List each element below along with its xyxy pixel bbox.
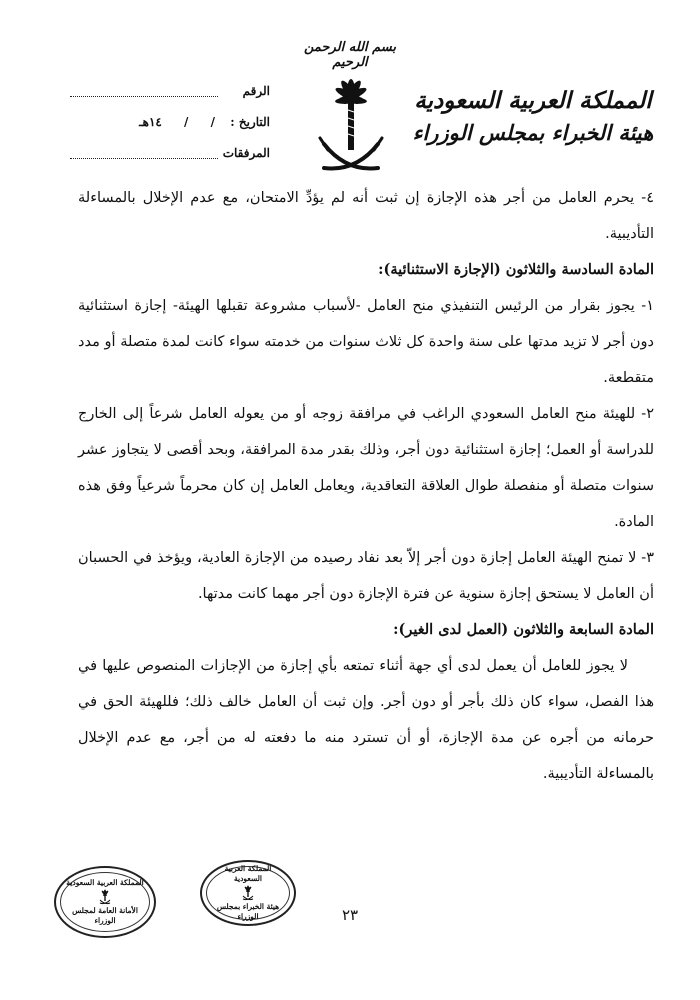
- page-number: ٢٣: [341, 906, 359, 924]
- stamp-left-line1: المملكة العربية السعودية: [66, 878, 144, 887]
- stamp-emblem-icon: [241, 885, 255, 901]
- ref-number-line: [70, 96, 218, 97]
- date-format: / / ١٤هـ: [139, 115, 215, 129]
- ref-number-row: [50, 84, 270, 115]
- date-label: التاريخ :: [230, 115, 270, 129]
- official-stamp-right: [200, 860, 296, 926]
- palm-swords-emblem-icon: [318, 72, 384, 182]
- official-stamp-left: [54, 866, 156, 938]
- attachments-row: [50, 146, 270, 177]
- organization-name: [408, 84, 658, 148]
- org-department: هيئة الخبراء بمجلس الوزراء: [412, 120, 654, 145]
- attachments-label: المرفقات: [222, 146, 270, 160]
- attachments-line: [70, 158, 218, 159]
- paragraph-item-2: ٢- للهيئة منح العامل السعودي الراغب في مرافقة زوجه أو من يعوله العامل شرعاً إلى الخارج للدراسة أو العمل؛ إجازة استثنائية دون أجر، وذلك بقدر مدة المرافقة، وبحد أقصى لا يتجاوز عشر سنوات متصلة أو منفصلة طوال العلاقة التعاقدية، ويعامل العامل إن كان محرماً شرعياً وفق هذه المادة.: [78, 406, 654, 530]
- article-36-heading: المادة السادسة والثلاثون (الإجازة الاستثنائية):: [378, 261, 654, 278]
- document-body: [78, 180, 654, 792]
- stamp-emblem-icon: [98, 889, 112, 905]
- org-country: المملكة العربية السعودية: [414, 87, 652, 114]
- stamp-right-line2: هيئة الخبراء بمجلس الوزراء: [216, 902, 280, 921]
- paragraph-item-1: ١- يجوز بقرار من الرئيس التنفيذي منح العامل -لأسباب مشروعة تقبلها الهيئة- إجازة استثنائية دون أجر لا تزيد مدتها على سنة واحدة كل ثلاث سنوات من خدمته سواء كانت لمدة متصلة أو مدد متقطعة.: [78, 298, 654, 386]
- stamp-right-line1: المملكة العربية السعودية: [224, 864, 272, 883]
- article-37-heading: المادة السابعة والثلاثون (العمل لدى الغير):: [393, 621, 654, 638]
- reference-box: [50, 84, 270, 177]
- basmala: بسم الله الرحمن الرحيم: [304, 40, 396, 70]
- paragraph-article-37: لا يجوز للعامل أن يعمل لدى أي جهة أثناء تمتعه بأي إجازة من الإجازات المنصوص عليها في هذا الفصل، سواء كان ذلك بأجر أو دون أجر. وإن ثبت أن العامل خالف ذلك؛ فللهيئة الحق في حرمانه من أجره عن مدة الإجازة، أو أن تسترد منه ما دفعته له من أجر، مع عدم الإخلال بالمساءلة التأديبية.: [78, 658, 654, 782]
- date-row: [50, 115, 270, 146]
- paragraph-item-3: ٣- لا تمنح الهيئة العامل إجازة دون أجر إلاّ بعد نفاد رصيده من الإجازة العادية، ويؤخذ في الحسبان أن العامل لا يستحق إجازة سنوية عن فترة الإجازة دون أجر مهما كانت مدتها.: [78, 550, 654, 602]
- stamp-left-line2: الأمانة العامة لمجلس الوزراء: [72, 906, 138, 925]
- ref-number-label: الرقم: [242, 84, 270, 98]
- paragraph-item-4: ٤- يحرم العامل من أجر هذه الإجازة إن ثبت أنه لم يؤدِّ الامتحان، مع عدم الإخلال بالمساءلة التأديبية.: [78, 190, 654, 242]
